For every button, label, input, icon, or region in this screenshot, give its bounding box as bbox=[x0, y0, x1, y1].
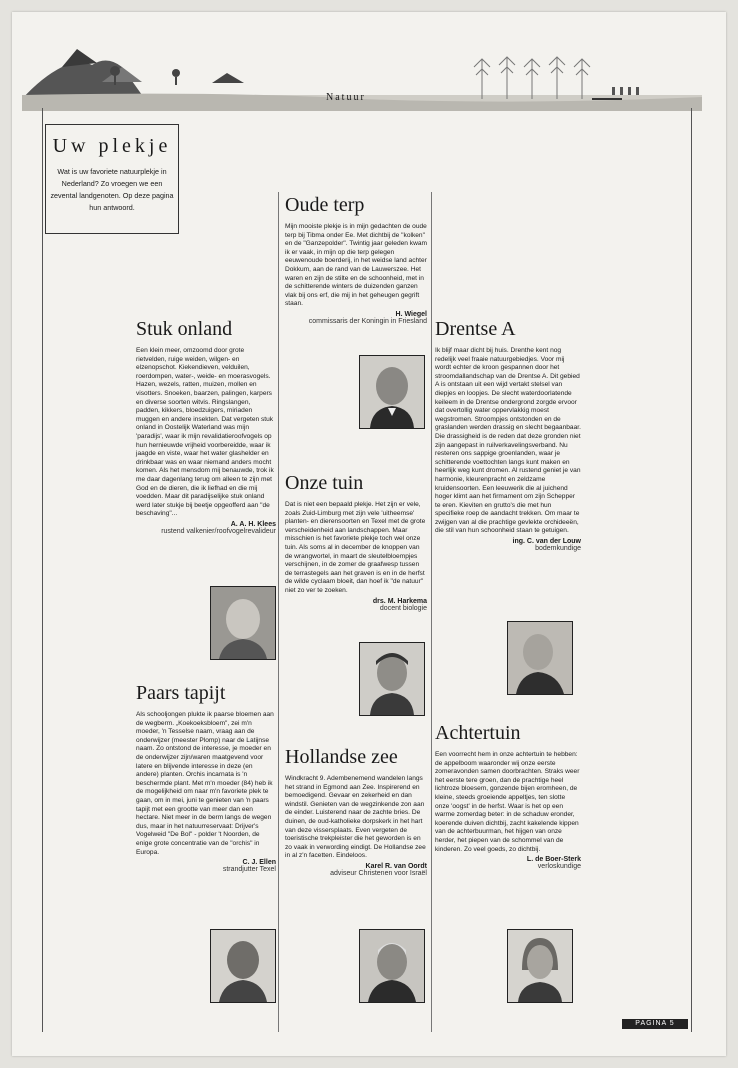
article-author-role: rustend valkenier/roofvogelrevalideur bbox=[161, 527, 276, 535]
column-rule bbox=[278, 192, 279, 1032]
portrait-photo-wiegel bbox=[359, 355, 425, 429]
article-title: Drentse A bbox=[435, 318, 516, 340]
article-body: Ik blijf maar dicht bij huis. Drenthe kent nog redelijk veel fraaie natuurgebiedjes. Voor mij wordt echter de kroon gespannen door het stroomdallandschap van de Drentse A. Dit gebied A is ontstaan uit een wijd vertakt stelsel van diepjes en loopjes. De slecht waterdoorlatende keileem in de Drentse ondergrond zorgde ervoor dat overtollig water oppervlakkig moest wegstromen. Stroompjes ontstonden en de graslanden werden drassig en slecht begaanbaar. Die drassigheid is de reden dat deze gronden niet zijn aangepast in ruilverkavelingsverband. Nu resteren ons sappige groenlanden, waar je schitterende voettochten langs kunt maken en heerlijk weg kunt dromen. Al rustend geniet je van harmonie, kleurenpracht en zeldzame kruidensoorten. Een leeuwerik die al juichend hoger klimt aan het firmament om zijn Schepper te eren. Kieviten en grutto's die met hun specifieke roep de aandacht trekken. Om maar te zwijgen van al die prachtige gevlekte orchideeën, die stil van hun schoonheid staan te getuigen. bbox=[435, 347, 581, 535]
portrait-photo-van-oordt bbox=[359, 929, 425, 1003]
article-stuk-onland bbox=[136, 318, 276, 535]
intro-text: Wat is uw favoriete natuurplekje in Nederland? Zo vroegen we een zevental landgenoten. Op deze pagina hun antwoord. bbox=[50, 167, 174, 212]
article-oude-terp bbox=[285, 194, 427, 325]
article-author-role: commissaris der Koningin in Friesland bbox=[308, 317, 427, 325]
article-title: Achtertuin bbox=[435, 722, 521, 744]
newspaper-page bbox=[12, 12, 726, 1056]
article-author: H. Wiegel bbox=[395, 310, 427, 318]
article-author: L. de Boer-Sterk bbox=[526, 856, 581, 864]
article-author-role: adviseur Christenen voor Israël bbox=[330, 869, 427, 877]
article-author-role: bodemkundige bbox=[535, 545, 581, 553]
article-body: Als schooljongen plukte ik paarse bloemen aan de wegberm. „Koekoeksbloem", zei m'n moeder, 'n Tesselse naam, vraag aan de onderwijzer (meester Plomp) naar de Latijnse naam. Zo ontstond de interesse, je moeder en de onderwijzer zijn/waren maatgevend voor latere en blijvende interesse in deze (en andere) planten. Orchis incarnata is 'n beschermde plant. Met m'n moeder (84) heb ik de mogelijkheid om naar m'n favoriete plek te gaan, om in mei, juni te genieten van 'n paars tapijt met een grootte van meer dan een hectare. Niet meer in de berm langs de wegen dus, maar in het natuurreservaat: Drijver's Vogelweid "De Bol" - polder 't Noorden, de enige grote concentratie van de "orchis" in Europa. bbox=[136, 711, 274, 856]
intro-title: Uw plekje bbox=[52, 135, 172, 157]
article-author-role: strandjutter Texel bbox=[222, 866, 276, 874]
portrait-photo-klees bbox=[210, 586, 276, 660]
article-paars-tapijt bbox=[136, 682, 276, 873]
article-title: Oude terp bbox=[285, 194, 365, 216]
article-hollandse-zee bbox=[285, 746, 427, 877]
article-title: Stuk onland bbox=[136, 318, 233, 340]
article-title: Paars tapijt bbox=[136, 682, 226, 704]
column-rule bbox=[431, 192, 432, 1032]
article-achtertuin bbox=[435, 722, 581, 870]
left-border bbox=[42, 108, 43, 1032]
article-body: Dat is niet een bepaald plekje. Het zijn er vele, zoals Zuid-Limburg met zijn vele 'uitheemse' planten- en dierensoorten en Texel met de grote verscheidenheid aan landschappen. Maar misschien is het favoriete plekje toch wel onze tuin. Als soms al in december de knoppen van de wrangwortel, in maart de sleutelbloempjes verschijnen, in de zomer de graafwesp tussen de terrastegels aan het graven is en in de herfst de wilde cyclaam bloeit, dan hoef ik "de natuur" niet zo ver te zoeken. bbox=[285, 501, 426, 594]
article-author: drs. M. Harkema bbox=[372, 597, 427, 605]
nature-banner-illustration bbox=[22, 37, 702, 119]
article-author: Karel R. van Oordt bbox=[365, 862, 427, 870]
article-title: Onze tuin bbox=[285, 472, 364, 494]
right-border bbox=[691, 108, 692, 1032]
page-number: PAGINA 5 bbox=[622, 1019, 688, 1029]
article-body: Een klein meer, omzoomd door grote rietvelden, ruige weiden, wilgen- en elzenopschot. Kiekendieven, velduilen, roerdompen, water-, weide- en moerasvogels. Hazen, wezels, ratten, muizen, mollen en visotters. Snoeken, baarzen, palingen, karpers en diverse soorten witvis. Ringslangen, padden, kikkers, bloedzuigers, miriaden muggen en andere insekten. Dat vergeten stuk onland in Oostelijk Waterland was mijn 'paradijs', waar ik mijn revalidatieroofvogels op hun hernieuwde vrijheid voorbereidde, waar ik jaagde en viste, waar het water glashelder en drinkbaar was en waar niemand anders mocht komen. Als het mensdom mij benauwde, trok ik me daar dagenlang terug om alleen te zijn met God en de dieren, die ik liefhad en die mij voedden. Maar dit paradijselijke stuk onland werd later stukje bij beetje opgeofferd aan "de beschaving"... bbox=[136, 347, 274, 518]
article-body: Mijn mooiste plekje is in mijn gedachten de oude terp bij Tibma onder Ee. Met dichtbij de "kolken" en de "Ganzepolder". Twintig jaar geleden kwam ik er vaak, in mijn op die terp gelegen eeuwenoude boerderij, in het weidse land achter Dokkum, aan de rand van de Lauwerszee. Het waren en zijn de stilte en de schoonheid, met in de schitterende winters de duizenden ganzen vlak bij ons erf, die mij in het geheugen gegrift staan. bbox=[285, 223, 428, 308]
portrait-photo-de-boer-sterk bbox=[507, 929, 573, 1003]
article-drentse-a bbox=[435, 318, 581, 552]
article-author: C. J. Ellen bbox=[242, 859, 276, 867]
article-author-role: verloskundige bbox=[537, 863, 581, 871]
article-author: ing. C. van der Louw bbox=[512, 538, 581, 546]
article-body: Windkracht 9. Adembenemend wandelen langs het strand in Egmond aan Zee. Inspirerend en bemoedigend. Gevaar en zekerheid en dan windstil. Genieten van de wegzinkende zon aan de einder. Luisterend naar de zachte bries. De duinen, de oud-katholieke dorpskerk in het hart van deze vissersplaats. Even vergeten de toeristische trekpleister die het geworden is en zo vaak in verwording eindigt. De Hollandse zee in al z'n facetten. Eindeloos. bbox=[285, 775, 426, 860]
article-onze-tuin bbox=[285, 472, 427, 612]
section-label: Natuur bbox=[326, 92, 366, 103]
article-author: A. A. H. Klees bbox=[230, 520, 276, 528]
article-body: Een voorrecht hem in onze achtertuin te hebben: de appelboom waaronder wij onze eerste zomeravonden samen doorbrachten. Straks weer het eerste tere groen, dan de prachtige heel lichtroze bloesem, gonzende bijen eromheen, de kleine, steeds groeiende appeltjes, ten slotte onze 'oogst' in de herfst. Waar is het op een warme zomerdag beter: in de schaduw eronder, koerende duiven dichtbij, zacht kakelende kippen van de achterbuurman, het hijgen van onze herder, het piepen van de schommel van de kinderen. Zo veel goeds, zo dichtbij. bbox=[435, 751, 580, 853]
portrait-photo-harkema bbox=[359, 642, 425, 716]
portrait-photo-van-der-louw bbox=[507, 621, 573, 695]
intro-box bbox=[45, 124, 179, 234]
article-title: Hollandse zee bbox=[285, 746, 398, 768]
portrait-photo-ellen bbox=[210, 929, 276, 1003]
article-author-role: docent biologie bbox=[379, 604, 427, 612]
